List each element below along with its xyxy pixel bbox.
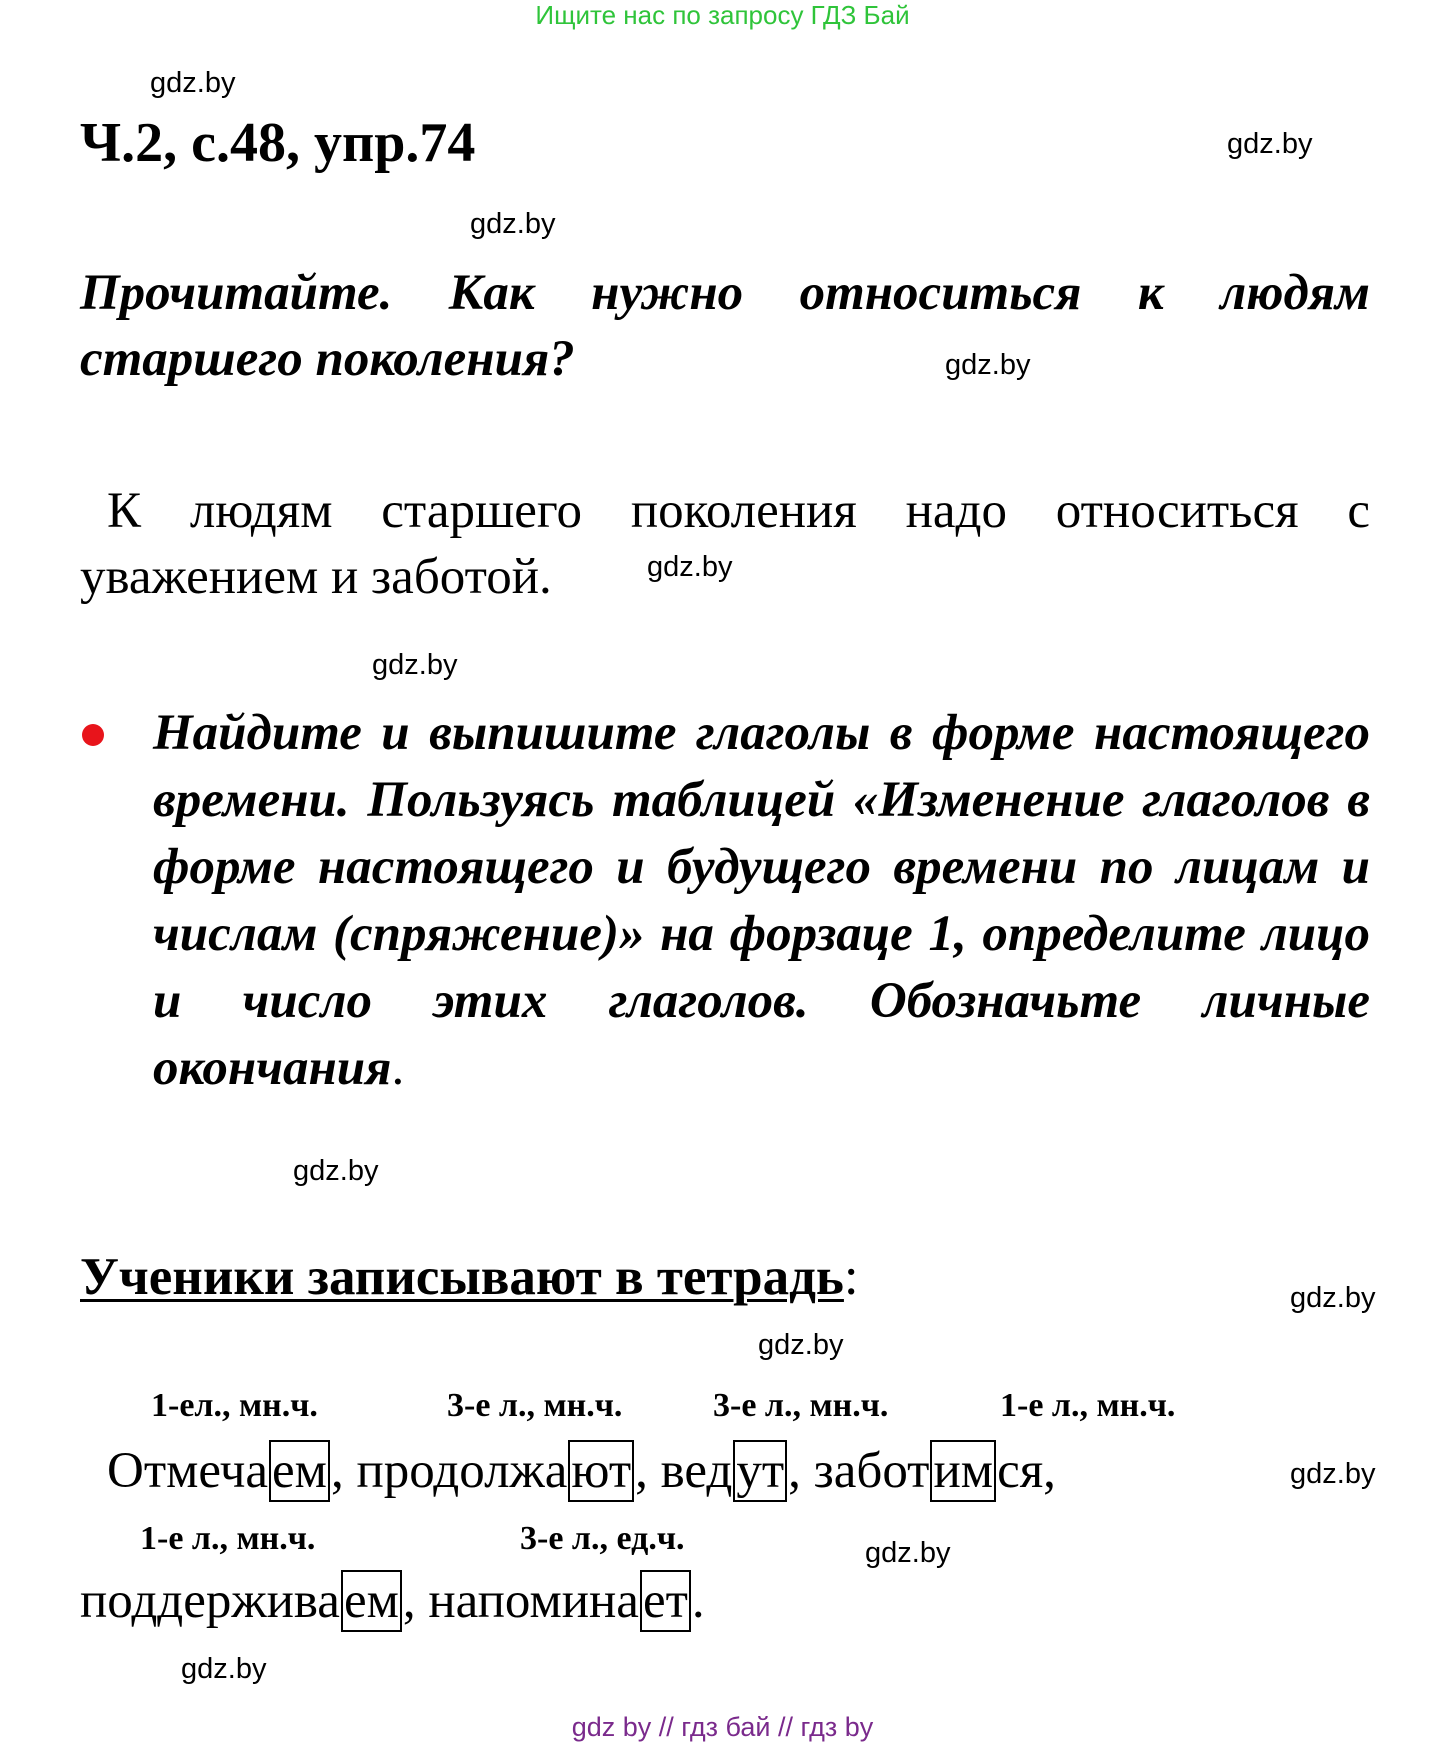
watermark: gdz.by <box>1290 1282 1376 1314</box>
ending-box: ут <box>733 1440 787 1502</box>
verb-line-1 <box>107 1440 1056 1502</box>
verb-tail: , <box>330 1443 357 1499</box>
task-instruction-period: . <box>391 1040 405 1096</box>
grammar-annotation: 1-е л., мн.ч. <box>140 1520 316 1557</box>
task-instruction <box>153 700 1370 1102</box>
verb-stem: продолжа <box>356 1443 568 1499</box>
grammar-annotation: 3-е л., мн.ч. <box>447 1387 623 1424</box>
watermark: gdz.by <box>647 551 733 583</box>
verb-tail: , <box>635 1443 661 1499</box>
ending-box: ем <box>341 1570 402 1632</box>
notebook-heading-text: Ученики записывают в тетрадь <box>80 1248 844 1306</box>
notebook-heading-colon: : <box>843 1248 859 1306</box>
ending-box: им <box>930 1440 996 1502</box>
verb-tail: , <box>402 1573 429 1629</box>
grammar-annotation: 3-е л., мн.ч. <box>713 1387 889 1424</box>
page-title: Ч.2, с.48, упр.74 <box>80 112 476 174</box>
ending-box: ем <box>269 1440 330 1502</box>
ending-box: ют <box>568 1440 634 1502</box>
watermark: gdz.by <box>150 67 236 99</box>
verb-stem: напомина <box>428 1573 639 1629</box>
grammar-annotation: 3-е л., ед.ч. <box>520 1520 685 1557</box>
watermark: gdz.by <box>945 349 1031 381</box>
grammar-annotation: 1-е л., мн.ч. <box>1000 1387 1176 1424</box>
task-instruction-text: Найдите и выпишите глаголы в форме настоящего времени. Пользуясь таблицей «Изменение глаголов в форме настоящего и будущего времени по лицам и числам (спряжение)» на форзаце 1, определите лицо и число этих глаголов. Обозначьте личные окончания <box>153 705 1370 1096</box>
watermark: gdz.by <box>865 1537 951 1569</box>
watermark: gdz.by <box>1227 128 1313 160</box>
bullet-marker <box>82 724 104 746</box>
verb-stem: забот <box>813 1443 930 1499</box>
watermark: gdz.by <box>293 1155 379 1187</box>
watermark: gdz.by <box>372 649 458 681</box>
top-banner[interactable]: Ищите нас по запросу ГДЗ Бай <box>535 0 910 30</box>
verb-tail: , <box>788 1443 814 1499</box>
verb-tail: ся, <box>997 1443 1056 1499</box>
answer-paragraph <box>80 478 1370 610</box>
ending-box: ет <box>640 1570 691 1632</box>
verb-tail: . <box>691 1573 705 1629</box>
task-question: Прочитайте. Как нужно относиться к людям старшего поколения? <box>80 265 1370 387</box>
verb-line-2 <box>80 1570 705 1632</box>
grammar-annotation: 1-ел., мн.ч. <box>151 1387 318 1424</box>
answer-text: К людям старшего поколения надо относиться с уважением и заботой. <box>80 483 1370 605</box>
watermark: gdz.by <box>758 1329 844 1361</box>
watermark: gdz.by <box>470 208 556 240</box>
verb-stem: поддержива <box>80 1573 340 1629</box>
footer-links[interactable]: gdz by // гдз бай // гдз by <box>571 1712 874 1742</box>
verb-stem: Отмеча <box>107 1443 269 1499</box>
verb-stem: вед <box>660 1443 733 1499</box>
notebook-heading <box>80 1246 859 1308</box>
watermark: gdz.by <box>181 1653 267 1685</box>
watermark: gdz.by <box>1290 1458 1376 1490</box>
